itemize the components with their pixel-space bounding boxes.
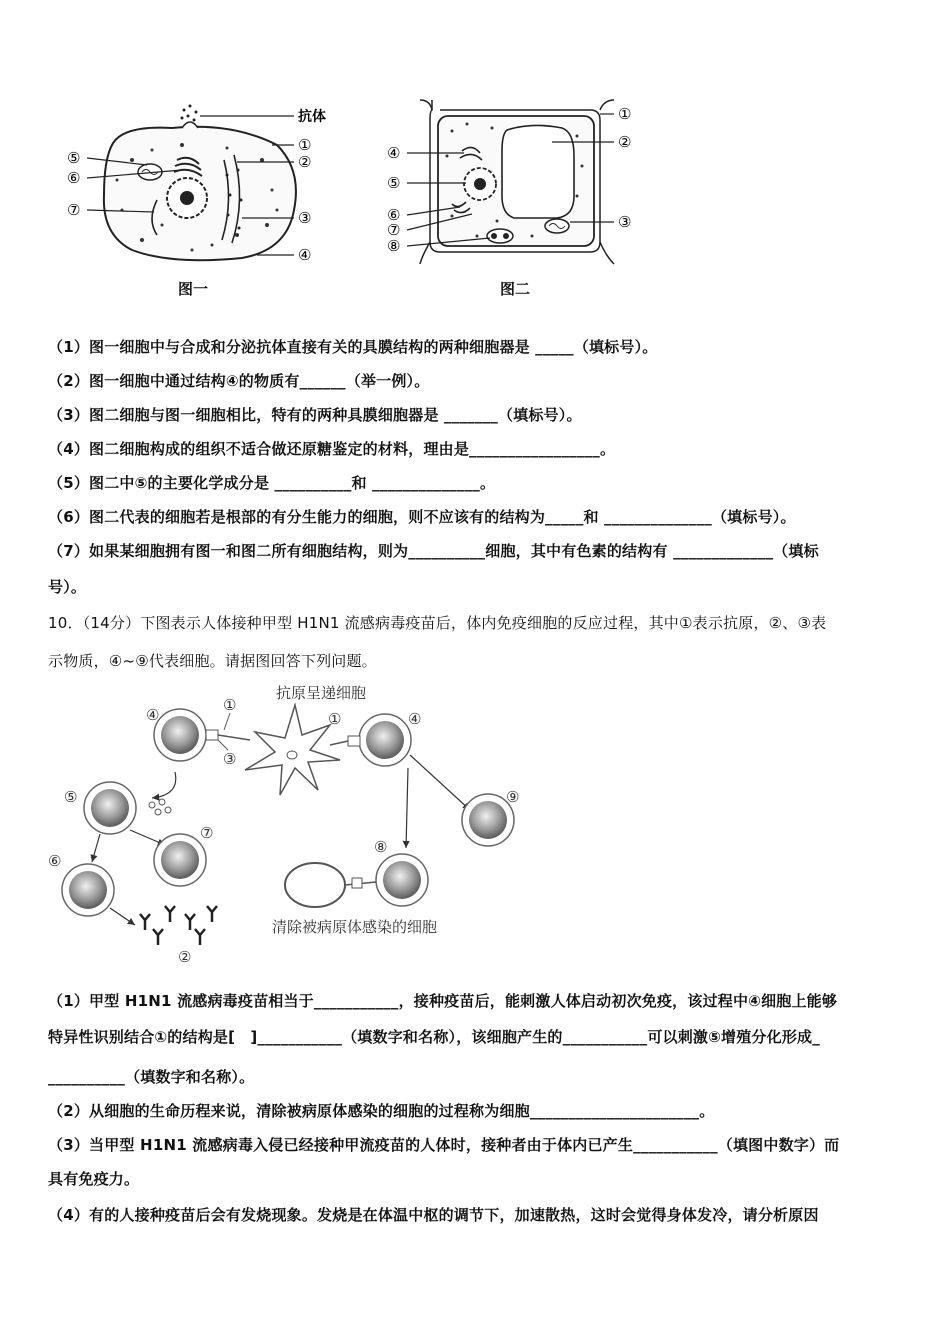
q10-line-4: （2）从细胞的生命历程来说，清除被病原体感染的细胞的过程称为细胞______________________。 — [48, 1102, 715, 1120]
q10-line-7: （4）有的人接种疫苗后会有发烧现象。发烧是在体温中枢的调节下，加速散热，这时会觉得身体发冷，请分析原因 — [48, 1206, 819, 1224]
label-4-right: ④ — [408, 710, 422, 728]
figure-2-caption: 图二 — [500, 280, 531, 298]
fig2-label-8: ⑧ — [387, 237, 401, 255]
q9-line-5: （5）图二中⑤的主要化学成分是 __________和 ______________。 — [48, 474, 496, 492]
q9-line-7: （7）如果某细胞拥有图一和图二所有细胞结构，则为__________细胞，其中有色素的结构有 _____________（填标 — [48, 542, 819, 560]
fig2-label-2: ② — [618, 133, 632, 151]
q10-line-6: 具有免疫力。 — [48, 1170, 140, 1188]
q9-line-6: （6）图二代表的细胞若是根部的有分生能力的细胞，则不应该有的结构为_____和 ______________（填标号）。 — [48, 508, 796, 526]
apc-label: 抗原呈递细胞 — [276, 684, 367, 702]
q10-line-2: 特异性识别结合①的结构是[ ]___________（填数字和名称），该细胞产生的___________可以刺激⑤增殖分化形成_ — [48, 1028, 820, 1046]
fig2-label-5: ⑤ — [387, 174, 401, 192]
label-5: ⑤ — [64, 788, 78, 806]
fig2-label-7: ⑦ — [387, 221, 401, 239]
q10-line-3: __________（填数字和名称）。 — [48, 1068, 255, 1086]
q9-line-8: 号）。 — [48, 578, 87, 596]
label-8: ⑧ — [374, 838, 388, 856]
label-7: ⑦ — [200, 824, 214, 842]
fig1-label-7: ⑦ — [67, 201, 81, 219]
q10-number: 10． — [48, 614, 83, 632]
fig2-label-3: ③ — [618, 213, 632, 231]
fig1-label-1: ① — [298, 136, 312, 154]
chloroplast — [487, 229, 513, 243]
q9-line-2: （2）图一细胞中通过结构④的物质有______（举一例）。 — [48, 372, 430, 390]
label-1-left: ① — [223, 696, 237, 714]
fig1-label-antibody: 抗体 — [298, 109, 326, 125]
q10-intro-line-1 — [48, 612, 826, 633]
label-9: ⑨ — [506, 788, 520, 806]
q9-line-3: （3）图二细胞与图一细胞相比，特有的两种具膜细胞器是 _______（填标号）。 — [48, 406, 582, 424]
fig1-label-6: ⑥ — [67, 169, 81, 187]
label-2: ② — [178, 948, 192, 966]
fig1-label-3: ③ — [298, 209, 312, 227]
q10-line-1: （1）甲型 H1N1 流感病毒疫苗相当于___________，接种疫苗后，能刺激人体启动初次免疫，该过程中④细胞上能够 — [48, 992, 838, 1010]
q10-intro-line-2: 示物质，④~⑨代表细胞。请据图回答下列问题。 — [48, 652, 377, 670]
q10-line-5: （3）当甲型 H1N1 流感病毒入侵已经接种甲流疫苗的人体时，接种者由于体内已产生___________（填图中数字）而 — [48, 1136, 840, 1154]
fig2-label-1: ① — [618, 105, 632, 123]
fig1-label-4: ④ — [298, 246, 312, 264]
antigen-presenting-cell — [245, 705, 340, 795]
figure-1-animal-cell — [62, 100, 352, 270]
fig1-label-5: ⑤ — [67, 149, 81, 167]
figure-immune-response — [40, 680, 540, 970]
fig1-label-2: ② — [298, 153, 312, 171]
fig2-label-4: ④ — [387, 144, 401, 162]
label-4-left: ④ — [146, 706, 160, 724]
antibodies — [140, 906, 217, 945]
clear-infected-label: 清除被病原体感染的细胞 — [272, 918, 438, 936]
q10-intro-text: 下图表示人体接种甲型 H1N1 流感病毒疫苗后，体内免疫细胞的反应过程，其中①表示抗原，②、③表 — [140, 614, 827, 632]
figure-1-caption: 图一 — [178, 280, 209, 298]
q10-score: （14分） — [82, 614, 141, 632]
infected-cell — [285, 863, 345, 907]
vacuole — [502, 125, 574, 218]
fig2-label-6: ⑥ — [387, 206, 401, 224]
label-6: ⑥ — [48, 852, 62, 870]
q9-line-1: （1）图一细胞中与合成和分泌抗体直接有关的具膜结构的两种细胞器是 _____（填标号）。 — [48, 338, 658, 356]
label-1-right: ① — [328, 710, 342, 728]
q9-line-4: （4）图二细胞构成的组织不适合做还原糖鉴定的材料，理由是_________________。 — [48, 440, 616, 458]
figure-2-plant-cell — [382, 96, 642, 266]
label-3: ③ — [223, 750, 237, 768]
